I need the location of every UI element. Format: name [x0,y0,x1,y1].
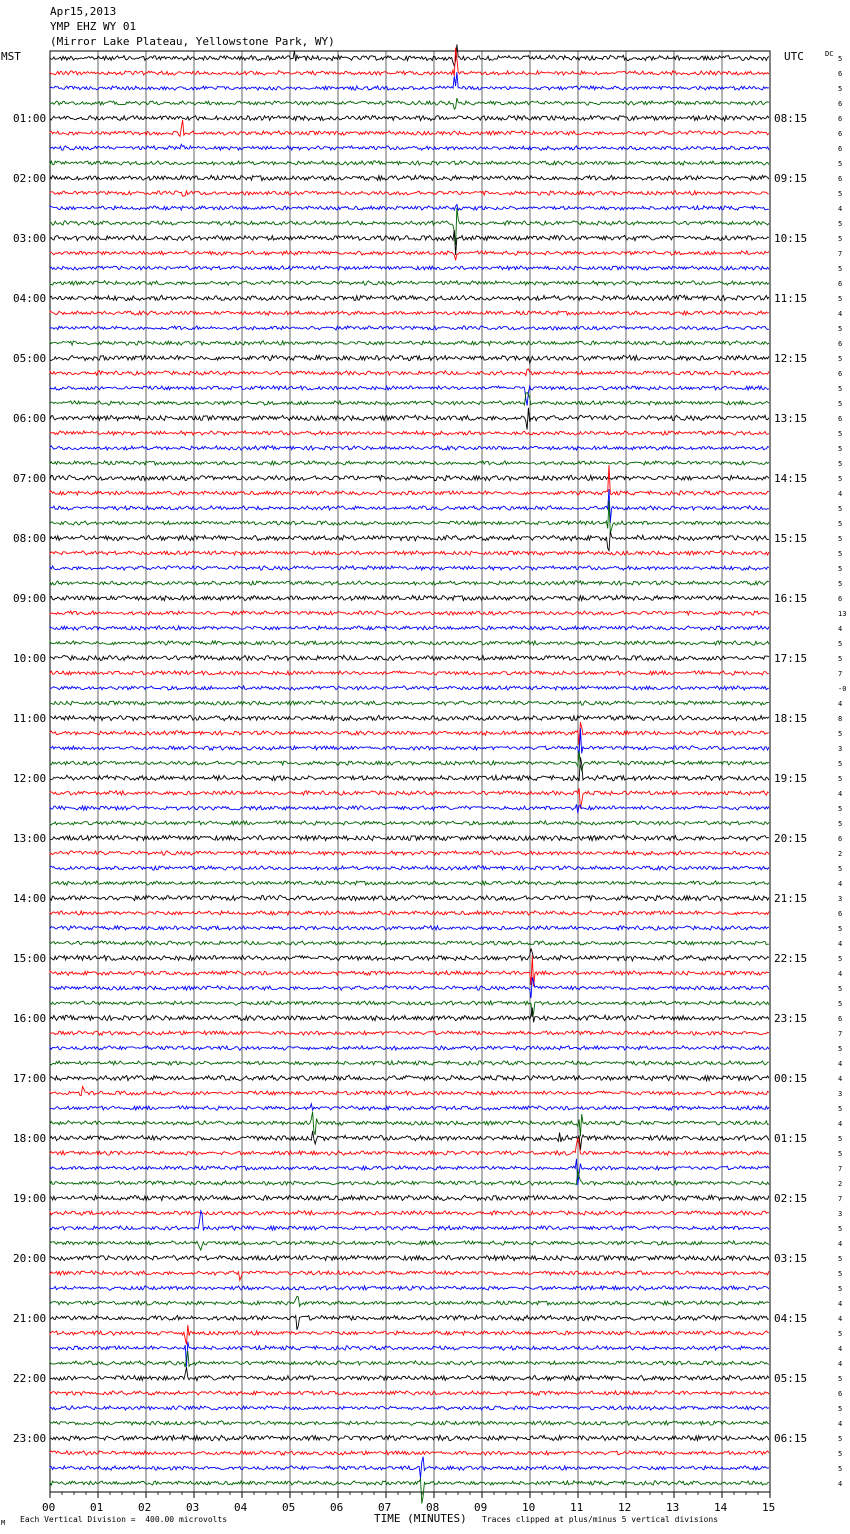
dc-offset-label: 4 [838,1420,843,1428]
x-tick-label: 13 [666,1501,680,1514]
trace-line [50,1241,769,1250]
trace-line [50,551,769,555]
dc-offset-label: 5 [838,535,843,543]
mst-hour-label: 16:00 [13,1012,47,1025]
dc-offset-label: 5 [838,265,843,273]
dc-offset-label: 5 [838,1045,843,1053]
dc-offset-label: 5 [838,760,843,768]
x-tick-label: 08 [426,1501,440,1514]
trace-line [50,326,769,330]
dc-offset-label: 5 [838,400,843,408]
dc-offset-label: 6 [838,595,843,603]
dc-offset-label: 7 [838,1165,843,1173]
utc-hour-label: 17:15 [774,652,808,665]
dc-offset-label: 5 [838,580,843,588]
trace-line [50,1008,769,1023]
dc-offset-label: 6 [838,370,843,378]
trace-line [50,251,769,260]
trace-line [50,1457,769,1479]
trace-line [50,686,769,690]
trace-line [50,881,769,885]
dc-offset-label: 5 [838,160,843,168]
dc-offset-label: 5 [838,1255,843,1263]
dc-offset-label: 5 [838,565,843,573]
dc-offset-label: 7 [838,250,843,258]
dc-offset-label: 5 [838,985,843,993]
dc-offset-label: 4 [838,1345,843,1353]
dc-offset-label: 8 [838,715,843,723]
dc-offset-label: 4 [838,625,843,633]
trace-line [50,461,769,465]
dc-offset-label: 5 [838,1450,843,1458]
dc-offset-label: 5 [838,1330,843,1338]
dc-offset-label: 5 [838,220,843,228]
x-tick-label: 00 [42,1501,56,1514]
trace-line [50,581,769,585]
trace-line [50,1104,769,1111]
dc-offset-label: 4 [838,310,843,318]
mst-hour-label: 09:00 [13,592,47,605]
dc-offset-label: 6 [838,340,843,348]
trace-line [50,926,769,930]
trace-line [50,1391,769,1396]
dc-offset-label: 4 [838,970,843,978]
mst-hour-label: 08:00 [13,532,47,545]
trace-line [50,1421,769,1426]
footer-mark: M [1,1519,6,1527]
trace-line [50,295,769,300]
utc-hour-label: 10:15 [774,232,808,245]
trace-line [50,941,769,945]
x-tick-label: 10 [522,1501,536,1514]
dc-offset-label: 6 [838,130,843,138]
trace-line [50,1211,769,1215]
dc-offset-label: 3 [838,1090,843,1098]
dc-offset-label: 2 [838,850,843,858]
dc-offset-label: 5 [838,1135,843,1143]
utc-hour-label: 06:15 [774,1432,808,1445]
utc-hour-label: 20:15 [774,832,808,845]
trace-line [50,611,769,615]
dc-offset-label: 5 [838,550,843,558]
trace-line [50,408,769,430]
trace-line [50,1138,769,1155]
dc-offset-label: 5 [838,1465,843,1473]
trace-line [50,1256,769,1261]
dc-offset-label: 4 [838,1480,843,1488]
dc-offset-label: 6 [838,835,843,843]
dc-offset-label: 5 [838,475,843,483]
trace-line [50,446,769,450]
trace-line [50,355,769,363]
dc-offset-label: 4 [838,880,843,888]
dc-offset-label: 5 [838,1285,843,1293]
trace-line [50,866,769,870]
dc-offset-label: 4 [838,1300,843,1308]
dc-offset-label: 5 [838,355,843,363]
x-tick-label: 04 [234,1501,248,1514]
mst-hour-label: 22:00 [13,1372,47,1385]
dc-offset-label: 3 [838,745,843,753]
dc-offset-label: 5 [838,85,843,93]
dc-offset-label: 5 [838,1435,843,1443]
trace-line [50,1296,769,1306]
dc-offset-label: -0 [838,685,847,693]
trace-line [50,751,769,771]
dc-offset-label: 3 [838,1210,843,1218]
trace-line [50,431,769,435]
mst-hour-label: 13:00 [13,832,47,845]
dc-title: DC [825,50,834,58]
mst-hour-label: 19:00 [13,1192,47,1205]
dc-offset-label: 5 [838,655,843,663]
trace-line [50,948,769,960]
dc-offset-label: 6 [838,115,843,123]
trace-line [50,230,769,255]
trace-line [50,715,769,720]
dc-offset-label: 5 [838,1270,843,1278]
trace-line [50,722,769,745]
dc-offset-label: 4 [838,940,843,948]
dc-offset-label: 5 [838,1375,843,1383]
trace-line [50,626,769,630]
utc-hour-label: 15:15 [774,532,808,545]
dc-offset-label: 5 [838,325,843,333]
utc-hour-label: 23:15 [774,1012,808,1025]
utc-hour-label: 05:15 [774,1372,808,1385]
trace-line [50,465,769,495]
dc-offset-label: 3 [838,895,843,903]
dc-offset-label: 5 [838,1105,843,1113]
x-tick-label: 14 [714,1501,728,1514]
trace-line [50,1451,769,1455]
x-axis-title: TIME (MINUTES) [374,1512,467,1525]
dc-offset-label: 5 [838,505,843,513]
trace-line [50,1195,769,1200]
dc-offset-label: 4 [838,1120,843,1128]
trace-line [50,341,769,345]
trace-line [50,1112,769,1137]
trace-line [50,1061,769,1065]
mst-hour-label: 23:00 [13,1432,47,1445]
trace-line [50,655,769,660]
mst-hour-label: 03:00 [13,232,47,245]
mst-hour-label: 15:00 [13,952,47,965]
mst-hour-label: 18:00 [13,1132,47,1145]
x-tick-label: 05 [282,1501,296,1514]
trace-line [50,701,769,706]
mst-hour-label: 11:00 [13,712,47,725]
dc-offset-label: 6 [838,910,843,918]
dc-offset-label: 4 [838,1060,843,1068]
dc-offset-label: 4 [838,205,843,213]
station-label: YMP EHZ WY 01 [50,20,137,33]
x-tick-label: 01 [90,1501,104,1514]
scale-note: Each Vertical Division = 400.00 microvolts [20,1515,228,1524]
trace-line [50,1087,769,1096]
utc-hour-label: 09:15 [774,172,808,185]
dc-offset-label: 6 [838,175,843,183]
mst-hour-label: 20:00 [13,1252,47,1265]
trace-line [50,191,769,196]
trace-line [50,369,769,376]
dc-offset-label: 5 [838,775,843,783]
trace-line [50,1479,769,1504]
trace-line [50,98,769,109]
dc-offset-label: 6 [838,70,843,78]
trace-line [50,281,769,286]
mst-hour-label: 06:00 [13,412,47,425]
trace-line [50,44,769,65]
dc-offset-label: 5 [838,730,843,738]
x-tick-label: 07 [378,1501,392,1514]
dc-offset-label: 5 [838,460,843,468]
x-tick-label: 02 [138,1501,152,1514]
trace-line [50,835,769,841]
trace-line [50,671,769,675]
trace-line [50,205,769,211]
utc-hour-label: 18:15 [774,712,808,725]
dc-offset-label: 5 [838,235,843,243]
dc-offset-label: 4 [838,790,843,798]
trace-line [50,116,769,121]
location-label: (Mirror Lake Plateau, Yellowstone Park, WY) [50,35,335,48]
dc-offset-label: 5 [838,190,843,198]
trace-line [50,895,769,900]
utc-hour-label: 22:15 [774,952,808,965]
trace-line [50,1075,769,1081]
dc-offset-label: 7 [838,1030,843,1038]
dc-offset-label: 5 [838,640,843,648]
x-tick-label: 09 [474,1501,488,1514]
trace-line [50,977,769,998]
mst-hour-label: 17:00 [13,1072,47,1085]
dc-offset-label: 4 [838,1240,843,1248]
trace-line [50,1406,769,1410]
dc-offset-label: 5 [838,820,843,828]
utc-hour-label: 02:15 [774,1192,808,1205]
date-label: Apr15,2013 [50,5,117,18]
trace-line [50,311,769,315]
dc-offset-label: 4 [838,1360,843,1368]
trace-line [50,175,769,180]
trace-line [50,821,769,825]
mst-hour-label: 05:00 [13,352,47,365]
utc-hour-label: 08:15 [774,112,808,125]
trace-line [50,1131,769,1150]
dc-offset-label: 13 [838,610,847,618]
dc-offset-label: 5 [838,55,843,63]
trace-line [50,1031,769,1035]
mst-hour-label: 02:00 [13,172,47,185]
dc-offset-label: 4 [838,700,843,708]
trace-line [50,500,769,533]
dc-offset-label: 5 [838,385,843,393]
trace-line [50,757,769,781]
trace-line [50,1351,769,1367]
utc-hour-label: 01:15 [774,1132,808,1145]
mst-hour-label: 14:00 [13,892,47,905]
dc-offset-label: 5 [838,520,843,528]
dc-offset-label: 5 [838,1150,843,1158]
mst-hour-label: 21:00 [13,1312,47,1325]
mst-hour-label: 01:00 [13,112,47,125]
utc-hour-label: 16:15 [774,592,808,605]
utc-hour-label: 04:15 [774,1312,808,1325]
utc-hour-label: 12:15 [774,352,808,365]
clip-note: Traces clipped at plus/minus 5 vertical divisions [482,1515,719,1524]
trace-line [50,851,769,855]
dc-offset-label: 7 [838,1195,843,1203]
x-tick-label: 12 [618,1501,632,1514]
trace-line [50,1315,769,1329]
utc-hour-label: 11:15 [774,292,808,305]
utc-hour-label: 13:15 [774,412,808,425]
left-axis-title: MST [1,50,21,63]
trace-line [50,1001,769,1017]
trace-line [50,788,769,808]
trace-line [50,911,769,915]
trace-line [50,144,769,150]
trace-line [50,1169,769,1185]
trace-line [50,208,769,245]
dc-offset-label: 6 [838,145,843,153]
trace-line [50,804,769,813]
dc-offset-label: 5 [838,805,843,813]
right-axis-title: UTC [784,50,804,63]
x-tick-label: 03 [186,1501,200,1514]
trace-line [50,566,769,570]
trace-line [50,955,769,986]
x-tick-label: 06 [330,1501,344,1514]
dc-offset-label: 6 [838,415,843,423]
mst-hour-label: 07:00 [13,472,47,485]
mst-hour-label: 10:00 [13,652,47,665]
mst-hour-label: 04:00 [13,292,47,305]
mst-hour-label: 12:00 [13,772,47,785]
dc-offset-label: 7 [838,670,843,678]
dc-offset-label: 4 [838,1315,843,1323]
dc-offset-label: 5 [838,1225,843,1233]
utc-hour-label: 21:15 [774,892,808,905]
trace-line [50,393,769,406]
dc-offset-label: 6 [838,100,843,108]
x-tick-label: 15 [762,1501,776,1514]
trace-line [50,532,769,551]
dc-offset-label: 4 [838,490,843,498]
utc-hour-label: 19:15 [774,772,808,785]
dc-offset-label: 5 [838,295,843,303]
trace-line [50,1271,769,1281]
utc-hour-label: 00:15 [774,1072,808,1085]
trace-line [50,266,769,270]
trace-line [50,161,769,165]
dc-offset-label: 5 [838,925,843,933]
dc-offset-label: 5 [838,865,843,873]
trace-line [50,1325,769,1345]
dc-offset-label: 5 [838,430,843,438]
dc-offset-label: 5 [838,445,843,453]
dc-offset-label: 5 [838,1405,843,1413]
trace-line [50,595,769,600]
dc-offset-label: 6 [838,1390,843,1398]
trace-line [50,1435,769,1440]
trace-line [50,1046,769,1051]
utc-hour-label: 03:15 [774,1252,808,1265]
trace-line [50,1367,769,1381]
dc-offset-label: 6 [838,280,843,288]
trace-line [50,120,769,136]
dc-offset-label: 4 [838,1075,843,1083]
trace-line [50,1286,769,1291]
dc-offset-label: 5 [838,955,843,963]
x-tick-label: 11 [570,1501,584,1514]
dc-offset-label: 6 [838,1015,843,1023]
trace-line [50,475,769,480]
dc-offset-label: 2 [838,1180,843,1188]
trace-line [50,641,769,645]
trace-line [50,48,769,76]
dc-offset-label: 5 [838,1000,843,1008]
utc-hour-label: 14:15 [774,472,808,485]
